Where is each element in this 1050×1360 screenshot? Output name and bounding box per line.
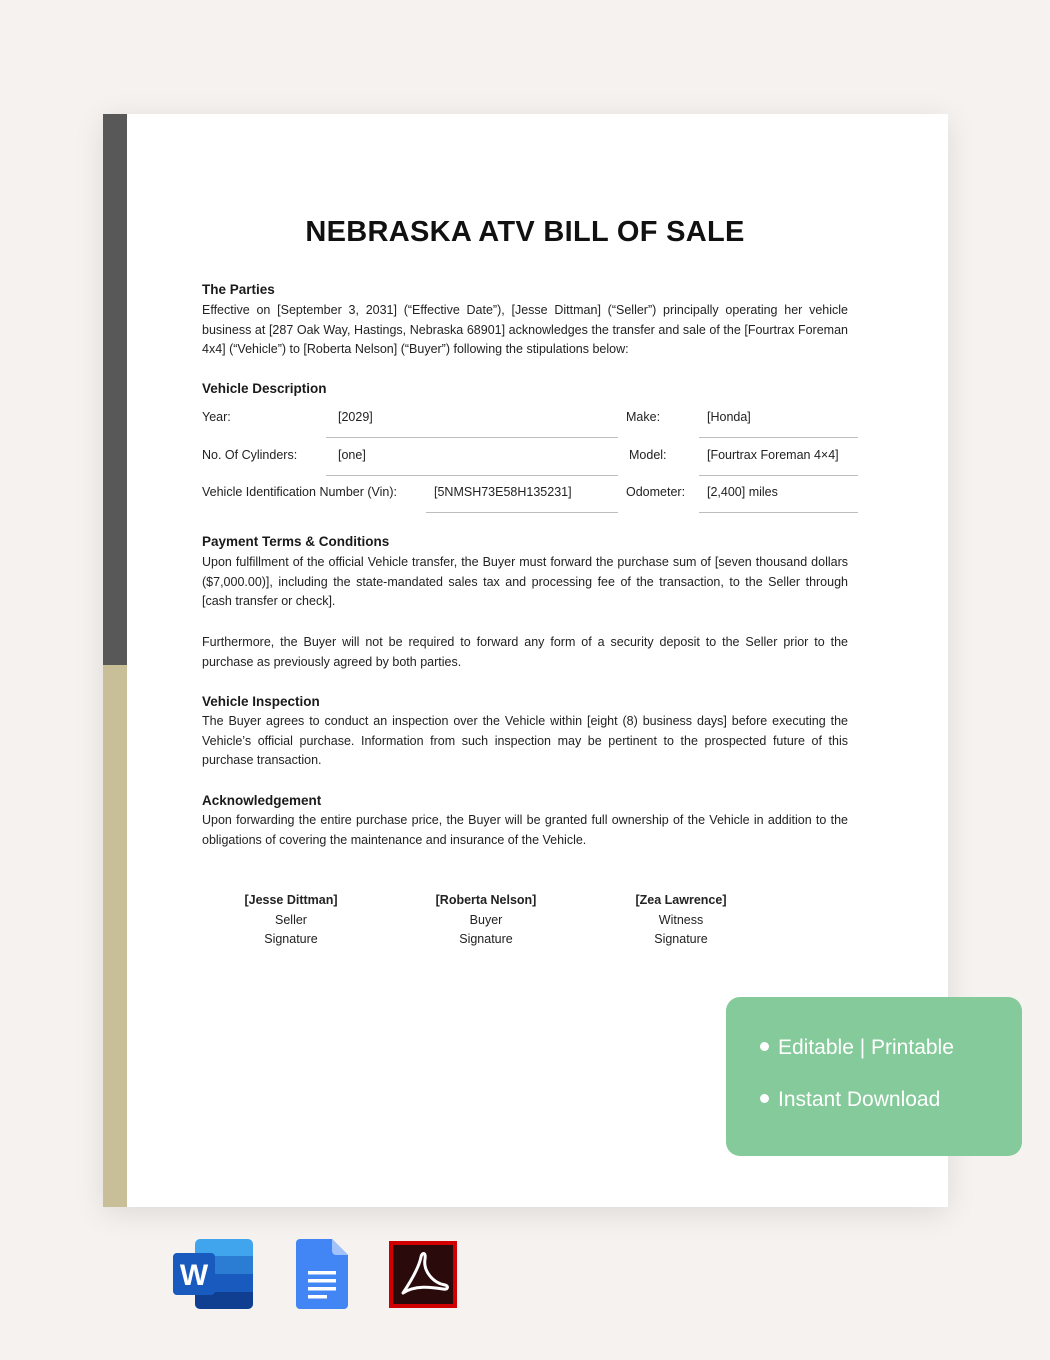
signature-line-label: Signature bbox=[264, 932, 318, 946]
signature-name: [Zea Lawrence] bbox=[635, 893, 727, 907]
signature-block-seller bbox=[206, 891, 376, 950]
feature-label: Editable | Printable bbox=[778, 1036, 954, 1059]
spine-dark-band bbox=[103, 114, 127, 665]
parties-text: Effective on [September 3, 2031] (“Effective Date”), [Jesse Dittman] (“Seller”) principally operating her vehicle business at [287 Oak Way, Hastings, Nebraska 68901] acknowledges the transfer and sale of the [Fourtrax Foreman 4x4] (“Vehicle”) to [Roberta Nelson] (“Buyer”) following the stipulations below: bbox=[202, 303, 848, 356]
acknowledgement-text: Upon forwarding the entire purchase price, the Buyer will be granted full ownership of the Vehicle in addition to the obligations of covering the maintenance and insurance of the Vehicle. bbox=[202, 813, 848, 847]
inspection-heading: Vehicle Inspection bbox=[202, 694, 320, 709]
features-badge bbox=[726, 997, 1022, 1156]
payment-paragraph-1: Upon fulfillment of the official Vehicle transfer, the Buyer must forward the purchase sum of [seven thousand dollars ($7,000.00)], including the state-mandated sales tax and processing fee of the transaction, to the Seller through [cash transfer or check]. bbox=[202, 555, 848, 608]
word-icon-letter: W bbox=[179, 1259, 209, 1292]
word-icon[interactable] bbox=[173, 1239, 253, 1309]
cylinders-label: No. Of Cylinders: bbox=[202, 448, 298, 462]
signature-role: Witness bbox=[658, 912, 704, 927]
document-title: NEBRASKA ATV BILL OF SALE bbox=[305, 216, 745, 248]
google-docs-icon[interactable] bbox=[296, 1239, 348, 1309]
signature-role: Seller bbox=[275, 912, 307, 927]
cylinders-underline bbox=[326, 475, 618, 476]
signature-line-label: Signature bbox=[459, 932, 513, 946]
inspection-text: The Buyer agrees to conduct an inspection over the Vehicle within [eight (8) business days] before executing the Vehicle’s official purchase. Information from such inspection may be pertinent to the prospected future of this purchase transaction. bbox=[202, 714, 848, 767]
year-value: [2029] bbox=[338, 410, 373, 424]
cylinders-value: [one] bbox=[338, 448, 366, 462]
feature-label: Instant Download bbox=[778, 1088, 941, 1111]
signature-block-witness bbox=[596, 891, 766, 950]
vin-label: Vehicle Identification Number (Vin): bbox=[202, 485, 398, 499]
make-value: [Honda] bbox=[707, 410, 751, 424]
year-underline bbox=[326, 437, 618, 438]
odometer-label: Odometer: bbox=[626, 485, 686, 499]
odometer-value: [2,400] miles bbox=[707, 485, 778, 499]
signature-line-label: Signature bbox=[654, 932, 708, 946]
vin-value: [5NMSH73E58H135231] bbox=[434, 485, 572, 499]
signature-role: Buyer bbox=[469, 912, 503, 927]
pdf-icon[interactable] bbox=[389, 1241, 457, 1308]
signature-block-buyer bbox=[401, 891, 571, 950]
parties-heading: The Parties bbox=[202, 282, 275, 297]
year-label: Year: bbox=[202, 410, 231, 424]
payment-paragraph-2: Furthermore, the Buyer will not be required to forward any form of a security deposit to the Seller prior to the purchase as previously agreed by both parties. bbox=[202, 635, 848, 669]
vin-underline bbox=[426, 512, 618, 513]
model-underline bbox=[699, 475, 858, 476]
make-label: Make: bbox=[626, 410, 661, 424]
acknowledgement-heading: Acknowledgement bbox=[202, 793, 322, 808]
odometer-underline bbox=[699, 512, 858, 513]
model-label: Model: bbox=[629, 448, 667, 462]
spine-light-band bbox=[103, 665, 127, 1207]
feature-download bbox=[760, 1088, 940, 1112]
make-underline bbox=[699, 437, 858, 438]
bullet-icon bbox=[760, 1094, 769, 1103]
bullet-icon bbox=[760, 1042, 769, 1051]
vehicle-heading: Vehicle Description bbox=[202, 381, 327, 396]
feature-editable bbox=[760, 1036, 954, 1060]
payment-heading: Payment Terms & Conditions bbox=[202, 534, 390, 549]
signature-name: [Jesse Dittman] bbox=[244, 893, 338, 907]
model-value: [Fourtrax Foreman 4×4] bbox=[707, 448, 839, 462]
signature-name: [Roberta Nelson] bbox=[435, 893, 537, 907]
